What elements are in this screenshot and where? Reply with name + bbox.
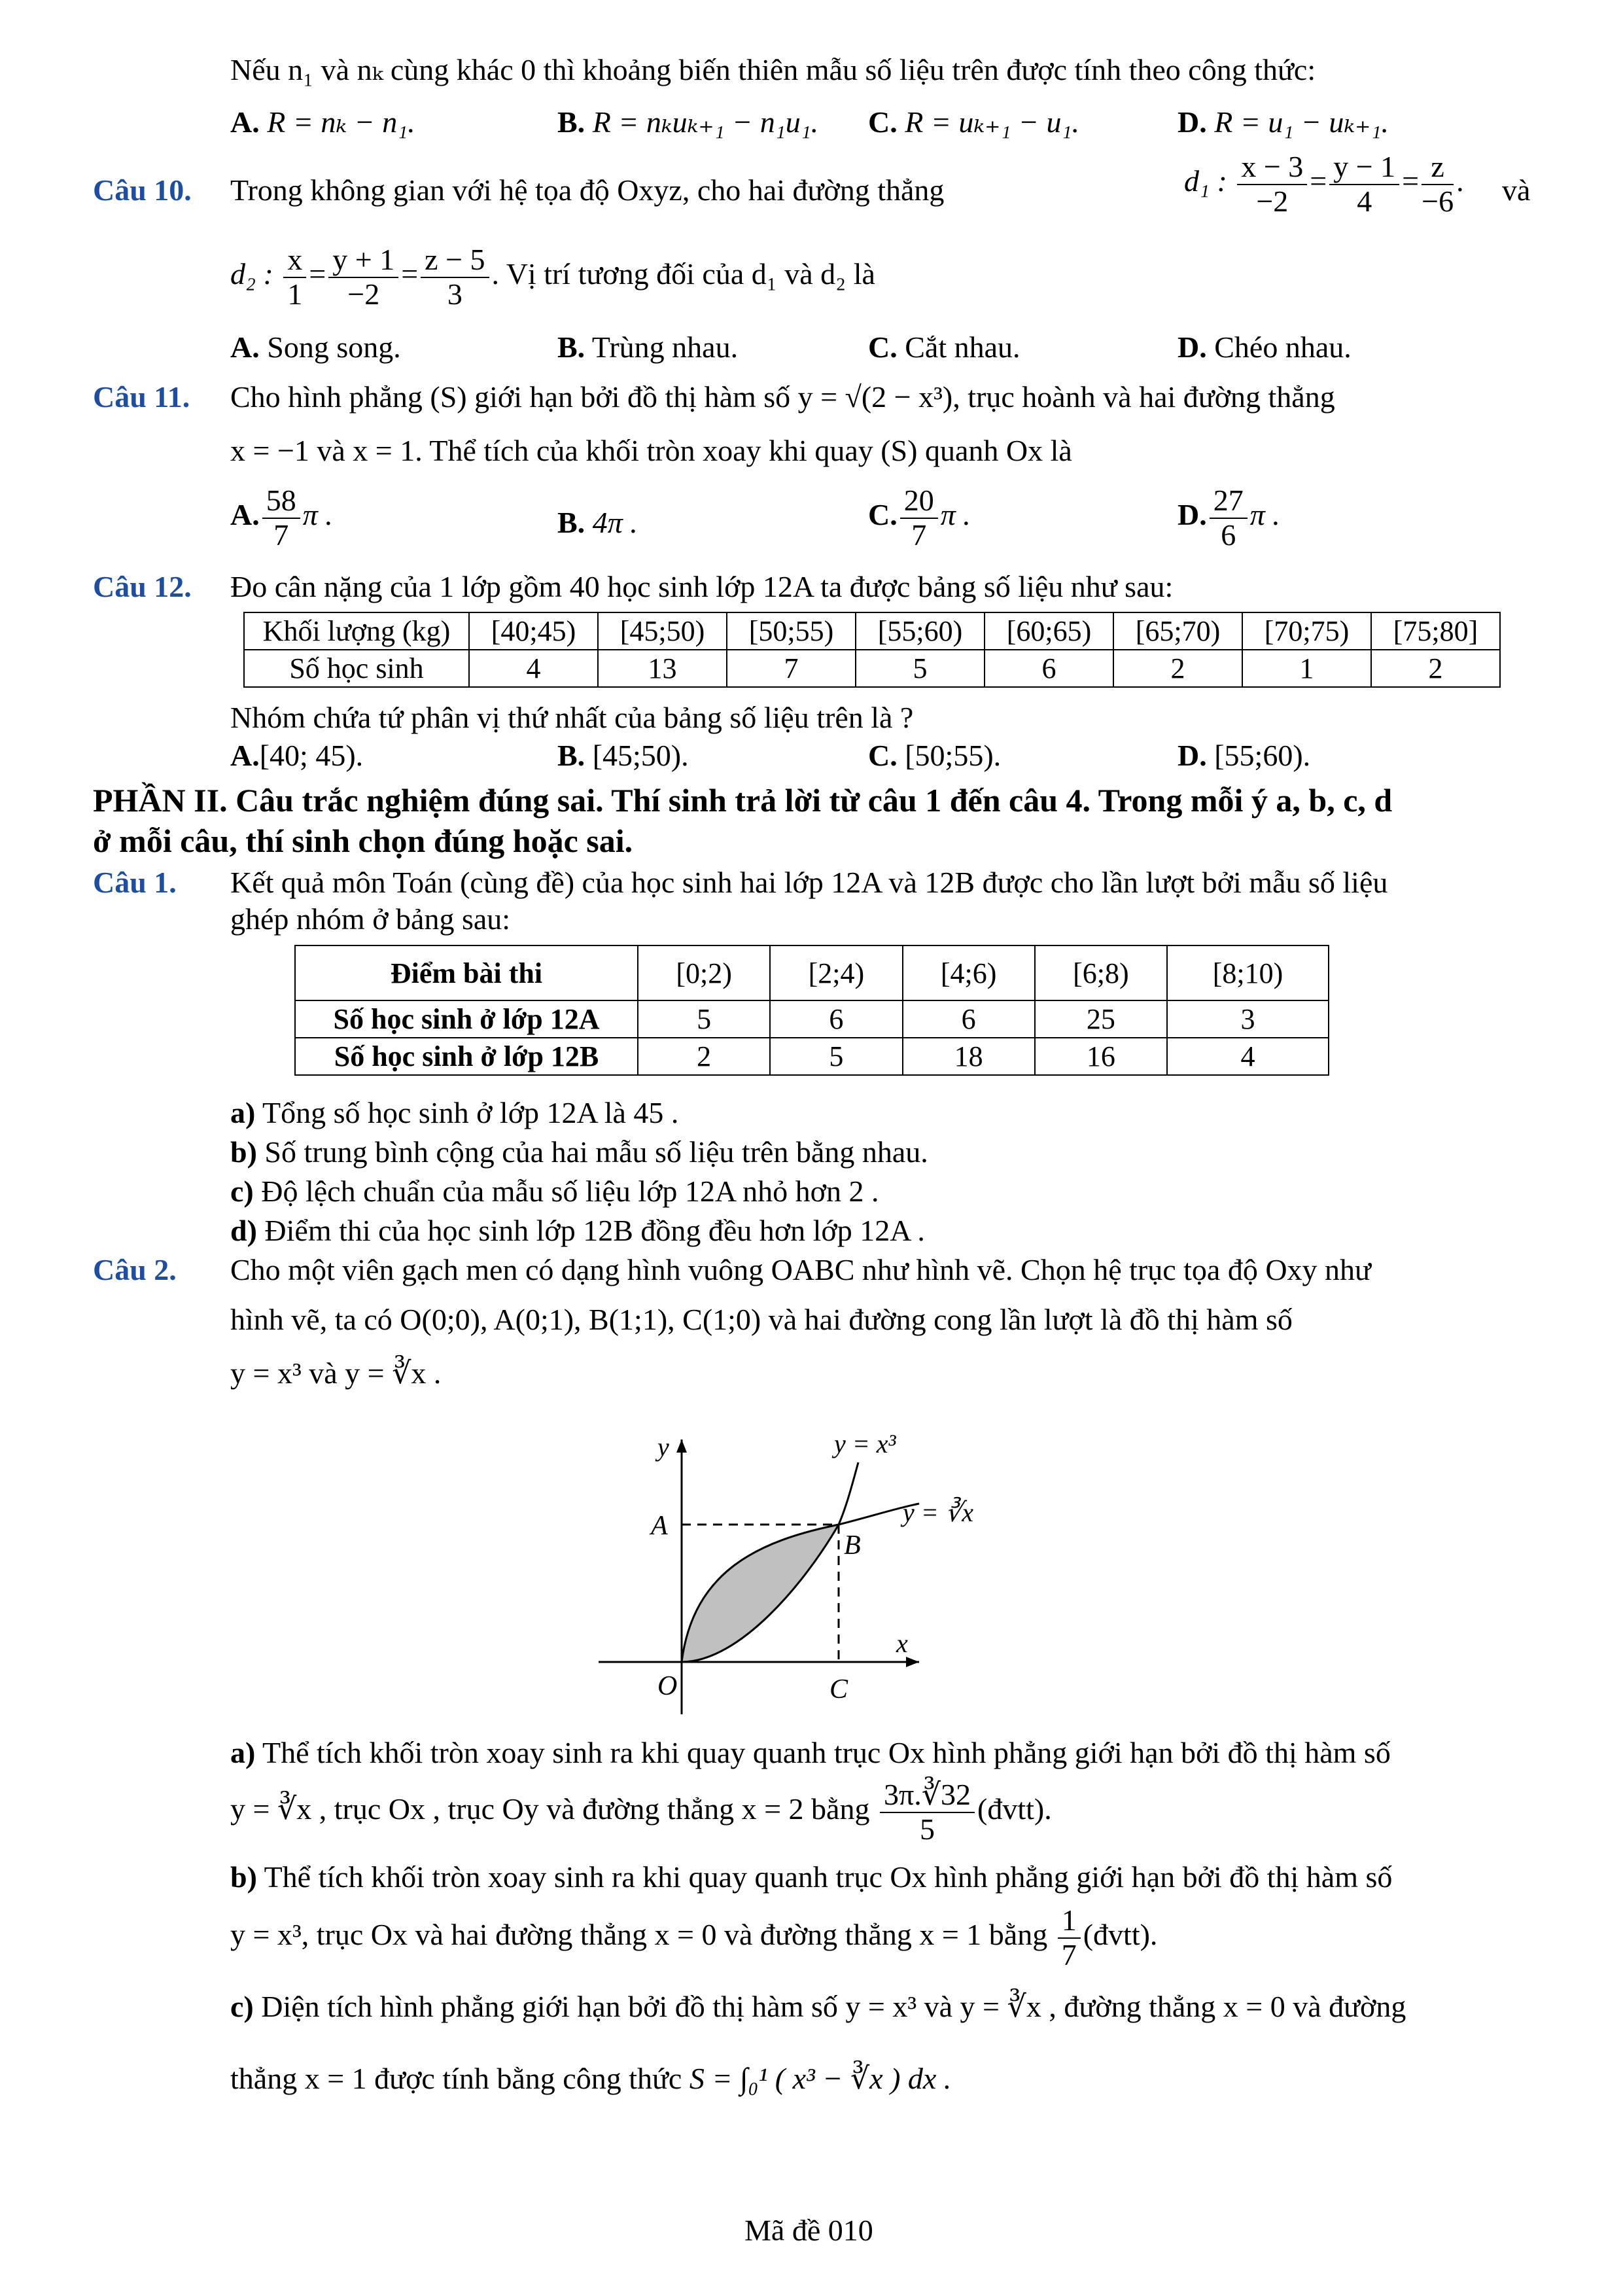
p2q1-table [294, 945, 1329, 1076]
table-cell: [40;45) [469, 612, 598, 650]
q9-option-d[interactable]: D. R = u₁ − uₖ₊₁. [1178, 105, 1389, 139]
p2q2-line1: Cho một viên gạch men có dạng hình vuông OABC như hình vẽ. Chọn hệ trục tọa độ Oxy như [230, 1253, 1371, 1286]
p2q2-item-b-line1[interactable]: b) Thể tích khối tròn xoay sinh ra khi quay quanh trục Ox hình phẳng giới hạn bởi đồ thị hàm số [230, 1860, 1393, 1894]
table-cell: 2 [638, 1038, 770, 1075]
table-row [295, 945, 1329, 1000]
table-cell: [2;4) [770, 945, 902, 1000]
table-cell: 3 [1167, 1000, 1329, 1038]
table-cell: 6 [903, 1000, 1035, 1038]
table-cell: 16 [1035, 1038, 1167, 1075]
table-cell: [70;75) [1242, 612, 1371, 650]
table-cell: [75;80] [1371, 612, 1500, 650]
p2q1-item-a[interactable]: a) Tổng số học sinh ở lớp 12A là 45 . [230, 1096, 679, 1129]
p2q2-line3: y = x³ và y = ∛x . [230, 1356, 442, 1390]
table-row [244, 650, 1500, 687]
table-cell: Số học sinh ở lớp 12B [295, 1038, 638, 1075]
p2q2-item-a-line1[interactable]: a) Thể tích khối tròn xoay sinh ra khi quay quanh trục Ox hình phẳng giới hạn bởi đồ thị hàm số [230, 1736, 1391, 1769]
q11-option-c[interactable]: C. $\frac{20}{7}$ π . [868, 484, 971, 552]
table-cell: [55;60) [856, 612, 985, 650]
p2q2-label: Câu 2. [93, 1253, 177, 1286]
tile-figure [589, 1400, 1060, 1727]
table-cell: 13 [598, 650, 727, 687]
table-cell: [8;10) [1167, 945, 1329, 1000]
p2q2-item-b-line2: y = x³, trục Ox và hai đường thẳng x = 0 và đường thẳng x = 1 bằng $\frac{1}{7}$ (đvtt). [230, 1903, 1158, 1971]
label-point-b: B [844, 1530, 861, 1561]
table-cell: [4;6) [903, 945, 1035, 1000]
q10-option-d[interactable]: D. Chéo nhau. [1178, 330, 1352, 364]
table-row [295, 1038, 1329, 1075]
table-cell: [65;70) [1113, 612, 1242, 650]
exam-code-footer: Mã đề 010 [744, 2214, 873, 2247]
q12-label: Câu 12. [93, 570, 192, 603]
p2q2-item-c-line2: thẳng x = 1 được tính bằng công thức S = ∫₀¹ ( x³ − ∛x ) dx . [230, 2062, 952, 2095]
x-axis-arrow [906, 1657, 919, 1667]
q10-option-c[interactable]: C. Cắt nhau. [868, 330, 1021, 364]
q12-table [243, 612, 1501, 688]
table-cell: 5 [770, 1038, 902, 1075]
part2-title-line1: PHẦN II. Câu trắc nghiệm đúng sai. Thí sinh trả lời từ câu 1 đến câu 4. Trong mỗi ý a, b, c, d [93, 782, 1393, 819]
q10-option-a[interactable]: A. Song song. [230, 330, 401, 364]
label-point-c: C [829, 1674, 848, 1704]
label-x-axis: x [896, 1629, 908, 1658]
q11-option-d[interactable]: D. $\frac{27}{6}$ π . [1178, 484, 1280, 552]
q12-option-a[interactable]: A.[40; 45). [230, 739, 364, 772]
q9-option-b[interactable]: B. R = nₖuₖ₊₁ − n₁u₁. [557, 105, 819, 139]
label-cbrt-curve: y = ∛x [903, 1498, 973, 1527]
table-cell: Khối lượng (kg) [244, 612, 469, 650]
table-cell: Điểm bài thi [295, 945, 638, 1000]
table-cell: 25 [1035, 1000, 1167, 1038]
p2q1-line1: Kết quả môn Toán (cùng đề) của học sinh hai lớp 12A và 12B được cho lần lượt bởi mẫu số liệu [230, 866, 1388, 899]
table-cell: 2 [1371, 650, 1500, 687]
q10-label: Câu 10. [93, 173, 192, 207]
q9-stem: Nếu n₁ và nₖ cùng khác 0 thì khoảng biến thiên mẫu số liệu trên được tính theo công thức: [230, 53, 1316, 86]
table-cell: Số học sinh [244, 650, 469, 687]
part2-title-line2: ở mỗi câu, thí sinh chọn đúng hoặc sai. [93, 822, 633, 859]
table-cell: [50;55) [727, 612, 856, 650]
label-point-a: A [651, 1511, 668, 1541]
q9-option-c[interactable]: C. R = uₖ₊₁ − u₁. [868, 105, 1079, 139]
label-cube-curve: y = x³ [834, 1429, 896, 1458]
q11-option-a[interactable]: A. $\frac{58}{7}$ π . [230, 484, 333, 552]
table-cell: 7 [727, 650, 856, 687]
y-axis-arrow [676, 1439, 687, 1453]
table-cell: 2 [1113, 650, 1242, 687]
table-cell: 4 [469, 650, 598, 687]
table-cell: [0;2) [638, 945, 770, 1000]
q10-and: và [1502, 173, 1531, 207]
q10-line1: Trong không gian với hệ tọa độ Oxyz, cho hai đường thẳng [230, 173, 945, 207]
table-cell: [45;50) [598, 612, 727, 650]
q12-option-c[interactable]: C. [50;55). [868, 739, 1002, 772]
p2q1-item-c[interactable]: c) Độ lệch chuẩn của mẫu số liệu lớp 12A nhỏ hơn 2 . [230, 1174, 879, 1208]
q9-option-a[interactable]: A. R = nₖ − n₁. [230, 105, 415, 139]
q11-label: Câu 11. [93, 380, 190, 414]
table-row [295, 1000, 1329, 1038]
p2q1-item-b[interactable]: b) Số trung bình cộng của hai mẫu số liệu trên bằng nhau. [230, 1135, 928, 1169]
q11-line1: Cho hình phẳng (S) giới hạn bởi đồ thị hàm số y = √(2 − x³), trục hoành và hai đường thẳng [230, 380, 1335, 414]
table-cell: 6 [985, 650, 1113, 687]
q12-line1: Đo cân nặng của 1 lớp gồm 40 học sinh lớp 12A ta được bảng số liệu như sau: [230, 570, 1174, 603]
table-cell: 5 [638, 1000, 770, 1038]
table-cell: 6 [770, 1000, 902, 1038]
q11-line2: x = −1 và x = 1. Thể tích của khối tròn xoay khi quay (S) quanh Ox là [230, 434, 1072, 467]
q10-option-b[interactable]: B. Trùng nhau. [557, 330, 739, 364]
p2q2-item-a-line2: y = ∛x , trục Ox , trục Oy và đường thẳng x = 2 bằng $\frac{3\pi.∛32}{5}$ (đvtt). [230, 1778, 1052, 1846]
q11-option-b[interactable]: B. 4π . [557, 506, 638, 539]
table-cell: 4 [1167, 1038, 1329, 1075]
label-point-o: O [657, 1671, 678, 1701]
table-cell: 1 [1242, 650, 1371, 687]
q12-option-d[interactable]: D. [55;60). [1178, 739, 1311, 772]
table-cell: Số học sinh ở lớp 12A [295, 1000, 638, 1038]
q10-d2-equation: d₂ : $\frac{x}{1}$ = $\frac{y + 1}{-2}$ = $\frac{z - 5}{3}$ . Vị trí tương đối của d₁ và d₂ là [230, 243, 875, 311]
label-y-axis: y [657, 1432, 669, 1462]
q12-line2: Nhóm chứa tứ phân vị thứ nhất của bảng số liệu trên là ? [230, 701, 914, 734]
table-cell: 5 [856, 650, 985, 687]
p2q2-item-c-line1[interactable]: c) Diện tích hình phẳng giới hạn bởi đồ thị hàm số y = x³ và y = ∛x , đường thẳng x = 0 và đường [230, 1990, 1406, 2023]
p2q1-label: Câu 1. [93, 866, 177, 899]
p2q1-item-d[interactable]: d) Điểm thi của học sinh lớp 12B đồng đều hơn lớp 12A . [230, 1214, 925, 1247]
q10-d1-equation: d₁ : $\frac{x - 3}{-2}$ = $\frac{y - 1}{4}$ = $\frac{z}{-6}$ . [1184, 150, 1464, 218]
table-cell: 18 [903, 1038, 1035, 1075]
p2q2-line2: hình vẽ, ta có O(0;0), A(0;1), B(1;1), C(1;0) và hai đường cong lần lượt là đồ thị hàm số [230, 1303, 1293, 1336]
q12-option-b[interactable]: B. [45;50). [557, 739, 689, 772]
shaded-region [682, 1525, 839, 1662]
p2q1-line2: ghép nhóm ở bảng sau: [230, 902, 511, 936]
table-cell: [60;65) [985, 612, 1113, 650]
table-cell: [6;8) [1035, 945, 1167, 1000]
cube-curve-extension [839, 1462, 858, 1525]
table-row [244, 612, 1500, 650]
